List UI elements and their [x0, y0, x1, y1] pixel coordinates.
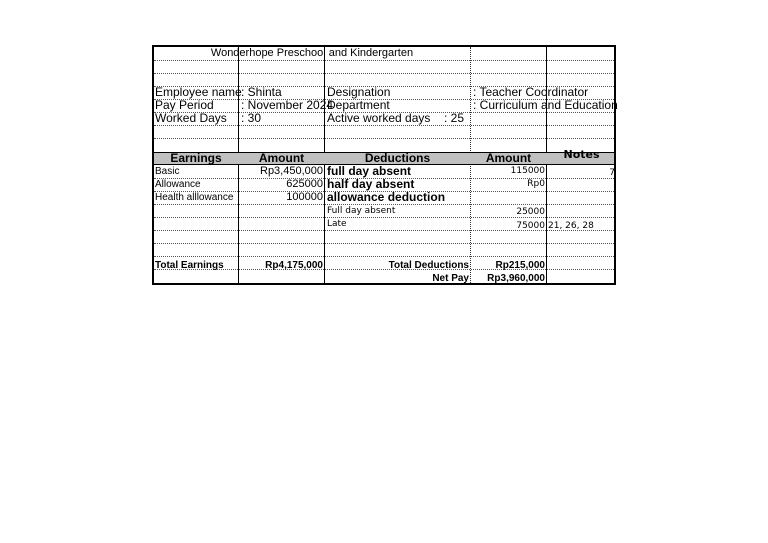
- deduction-label: full day absent: [327, 164, 412, 178]
- worked-days-value: : 30: [241, 111, 262, 125]
- total-deductions-value: Rp215,000: [495, 260, 545, 271]
- col-line: [324, 47, 325, 283]
- total-deductions-label: Total Deductions: [388, 260, 469, 271]
- deduction-amount-header: Amount: [485, 151, 532, 165]
- earnings-header: Earnings: [170, 151, 222, 165]
- deduction-label: allowance deduction: [327, 190, 446, 204]
- earning-label: Basic: [155, 166, 180, 177]
- designation-label: Designation: [327, 85, 391, 99]
- deductions-header: Deductions: [364, 151, 431, 165]
- deduction-note: 7: [609, 168, 615, 178]
- earning-amount: 100000: [286, 191, 323, 203]
- deduction-note: 21, 26, 28: [548, 221, 594, 231]
- total-earnings-value: Rp4,175,000: [265, 260, 323, 271]
- designation-value: : Teacher Coordinator: [473, 85, 589, 99]
- deduction-amount: Rp0: [527, 179, 545, 189]
- earning-label: Allowance: [155, 179, 201, 190]
- deduction-amount: 25000: [516, 207, 545, 217]
- deduction-label: Late: [327, 219, 347, 229]
- total-earnings-label: Total Earnings: [155, 260, 224, 271]
- net-pay-value: Rp3,960,000: [487, 273, 545, 284]
- amount-header: Amount: [258, 151, 305, 165]
- deduction-label: half day absent: [327, 177, 415, 191]
- col-line: [546, 47, 547, 283]
- earning-amount: Rp3,450,000: [260, 165, 323, 177]
- pay-period-value: : November 2024: [241, 98, 334, 112]
- company-title: Wonderhope Preschool and Kindergarten: [210, 47, 414, 59]
- department-label: Department: [327, 98, 390, 112]
- department-value: : Curriculum and Education: [473, 98, 618, 112]
- active-days-label: Active worked days: [327, 111, 431, 125]
- worked-days-label: Worked Days: [155, 111, 227, 125]
- deduction-label: Full day absent: [327, 206, 396, 216]
- notes-header: Notes: [563, 148, 600, 161]
- active-days-value: : 25: [444, 111, 465, 125]
- earning-amount: 625000: [286, 178, 323, 190]
- earning-label: Health alllowance: [155, 192, 234, 203]
- pay-period-label: Pay Period: [155, 98, 214, 112]
- employee-name-value: : Shinta: [241, 85, 282, 99]
- payslip-sheet: [152, 45, 616, 285]
- deduction-amount: 115000: [510, 166, 545, 176]
- deduction-amount: 75000: [516, 221, 545, 231]
- employee-name-label: Employee name: [155, 85, 242, 99]
- net-pay-label: Net Pay: [432, 273, 469, 284]
